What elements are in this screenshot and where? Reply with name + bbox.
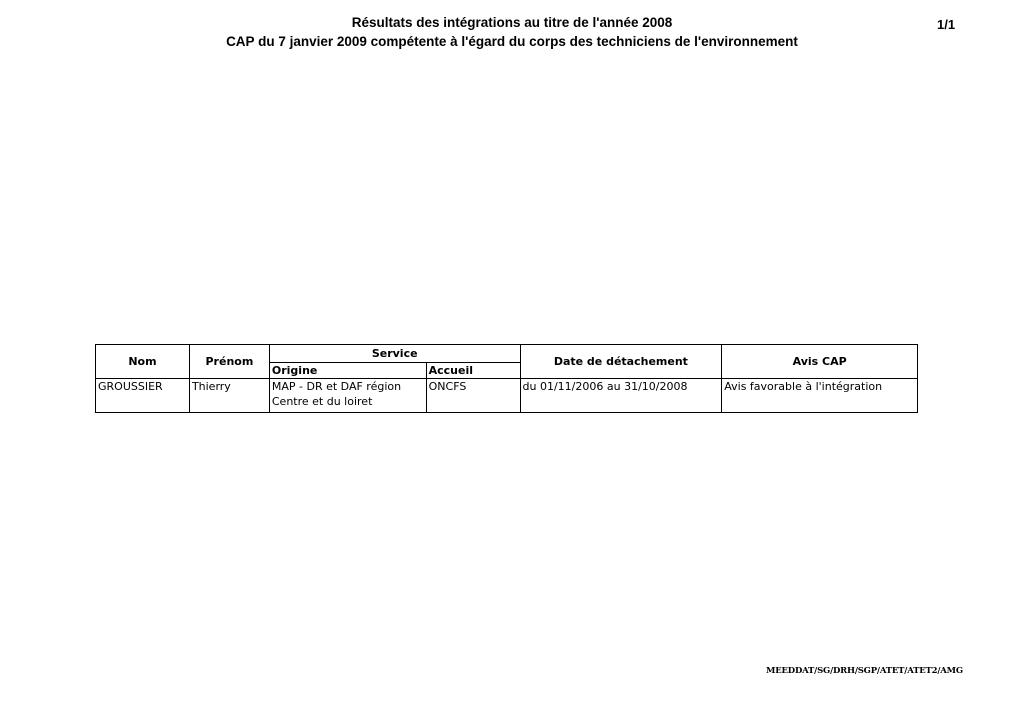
column-header-origine: Origine (269, 363, 426, 379)
document-subtitle: CAP du 7 janvier 2009 compétente à l'égard du corps des techniciens de l'environnement (226, 34, 798, 49)
page-number: 1/1 (937, 17, 956, 32)
column-header-date-detachement: Date de détachement (520, 345, 722, 379)
document-reference: MEEDDAT/SG/DRH/SGP/ATET/ATET2/AMG (766, 666, 963, 676)
results-table (95, 344, 918, 413)
cell-date-detachement: du 01/11/2006 au 31/10/2008 (520, 379, 722, 413)
document-title: Résultats des intégrations au titre de l'année 2008 (351, 15, 673, 30)
cell-avis-cap: Avis favorable à l'intégration (722, 379, 918, 413)
column-header-avis-cap: Avis CAP (722, 345, 918, 379)
cell-nom: GROUSSIER (96, 379, 190, 413)
table-row (96, 379, 918, 413)
column-header-prenom: Prénom (189, 345, 269, 379)
column-header-accueil: Accueil (426, 363, 520, 379)
column-header-nom: Nom (96, 345, 190, 379)
column-header-service: Service (269, 345, 520, 363)
cell-accueil: ONCFS (426, 379, 520, 413)
cell-origine: MAP - DR et DAF région Centre et du loiret (269, 379, 426, 413)
cell-prenom: Thierry (189, 379, 269, 413)
